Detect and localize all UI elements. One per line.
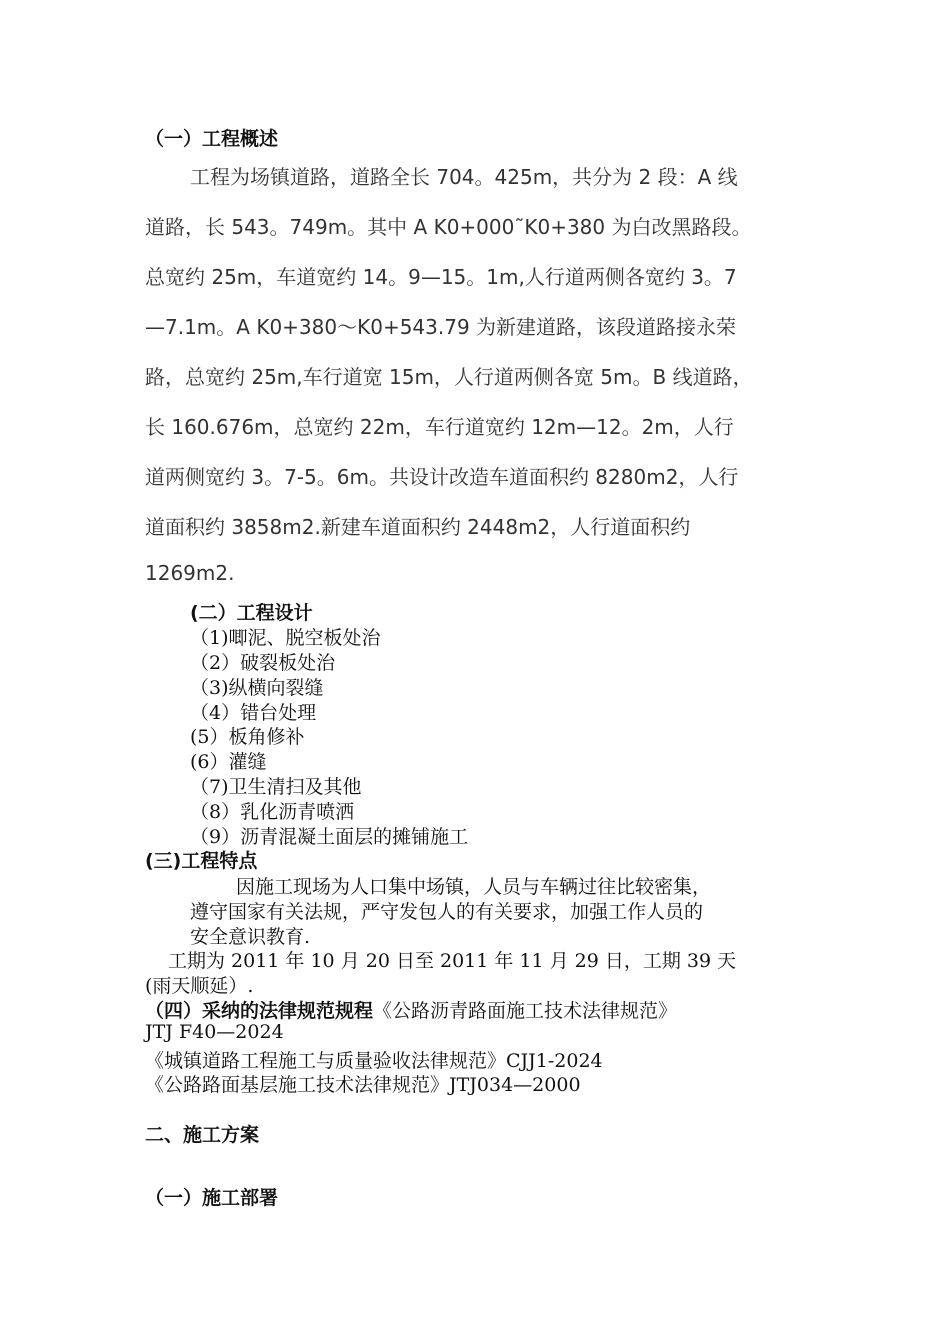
list-item: （1)唧泥、脱空板处治	[190, 627, 381, 649]
overview-line-9: 1269m2.	[145, 561, 235, 585]
list-item: （3)纵横向裂缝	[190, 677, 324, 699]
list-item: (6）灌缝	[190, 751, 267, 773]
list-item: （4）错台处理	[190, 702, 317, 724]
list-item: （7)卫生清扫及其他	[190, 776, 362, 798]
standard-ref-code: JTJ F40—2024	[145, 1021, 284, 1043]
list-item: （9）沥青混凝土面层的摊铺施工	[190, 826, 469, 848]
features-line-4: 工期为 2011 年 10 月 20 日至 2011 年 11 月 29 日，工期 39 天	[168, 950, 737, 972]
section-heading-design: (二）工程设计	[190, 602, 313, 624]
list-item: （2）破裂板处治	[190, 652, 336, 674]
list-item: （8）乳化沥青喷洒	[190, 801, 355, 823]
features-line-2: 遵守国家有关法规，严守发包人的有关要求，加强工作人员的	[190, 901, 704, 923]
section-heading-standards: （四）采纳的法律规范规程	[145, 1000, 374, 1022]
chapter-heading-construction-plan: 二、施工方案	[145, 1124, 260, 1146]
list-item: (5）板角修补	[190, 726, 305, 748]
standard-ref-1: 《公路沥青路面施工技术法律规范》	[373, 1000, 678, 1022]
overview-line-8: 道面积约 3858m2.新建车道面积约 2448m2，人行道面积约	[145, 515, 691, 539]
overview-line-1: 工程为场镇道路，道路全长 704。425m，共分为 2 段：A 线	[190, 165, 738, 189]
section-heading-standards-row	[145, 996, 677, 1023]
standard-ref-2: 《城镇道路工程施工与质量验收法律规范》CJJ1-2024	[145, 1050, 603, 1072]
overview-line-2: 道路，长 543。749m。其中 A K0+000˜K0+380 为白改黑路段。	[145, 215, 752, 239]
overview-line-6: 长 160.676m，总宽约 22m，车行道宽约 12m—12。2m，人行	[145, 415, 734, 439]
section-heading-features: (三)工程特点	[145, 850, 258, 872]
features-line-5: (雨天顺延）.	[145, 975, 254, 997]
features-line-1: 因施工现场为人口集中场镇，人员与车辆过往比较密集，	[236, 876, 712, 898]
standard-ref-3: 《公路路面基层施工技术法律规范》JTJ034—2000	[145, 1074, 581, 1096]
section-heading-overview: （一）工程概述	[145, 128, 279, 150]
section-heading-deployment: （一）施工部署	[145, 1187, 279, 1209]
overview-line-3: 总宽约 25m，车道宽约 14。9—15。1m,人行道两侧各宽约 3。7	[145, 265, 737, 289]
overview-line-5: 路，总宽约 25m,车行道宽 15m，人行道两侧各宽 5m。B 线道路，	[145, 365, 753, 389]
overview-line-7: 道两侧宽约 3。7-5。6m。共设计改造车道面积约 8280m2，人行	[145, 465, 739, 489]
overview-line-4: —7.1m。A K0+380～K0+543.79 为新建道路，该段道路接永荣	[145, 315, 737, 339]
features-line-3: 安全意识教育.	[190, 926, 311, 948]
